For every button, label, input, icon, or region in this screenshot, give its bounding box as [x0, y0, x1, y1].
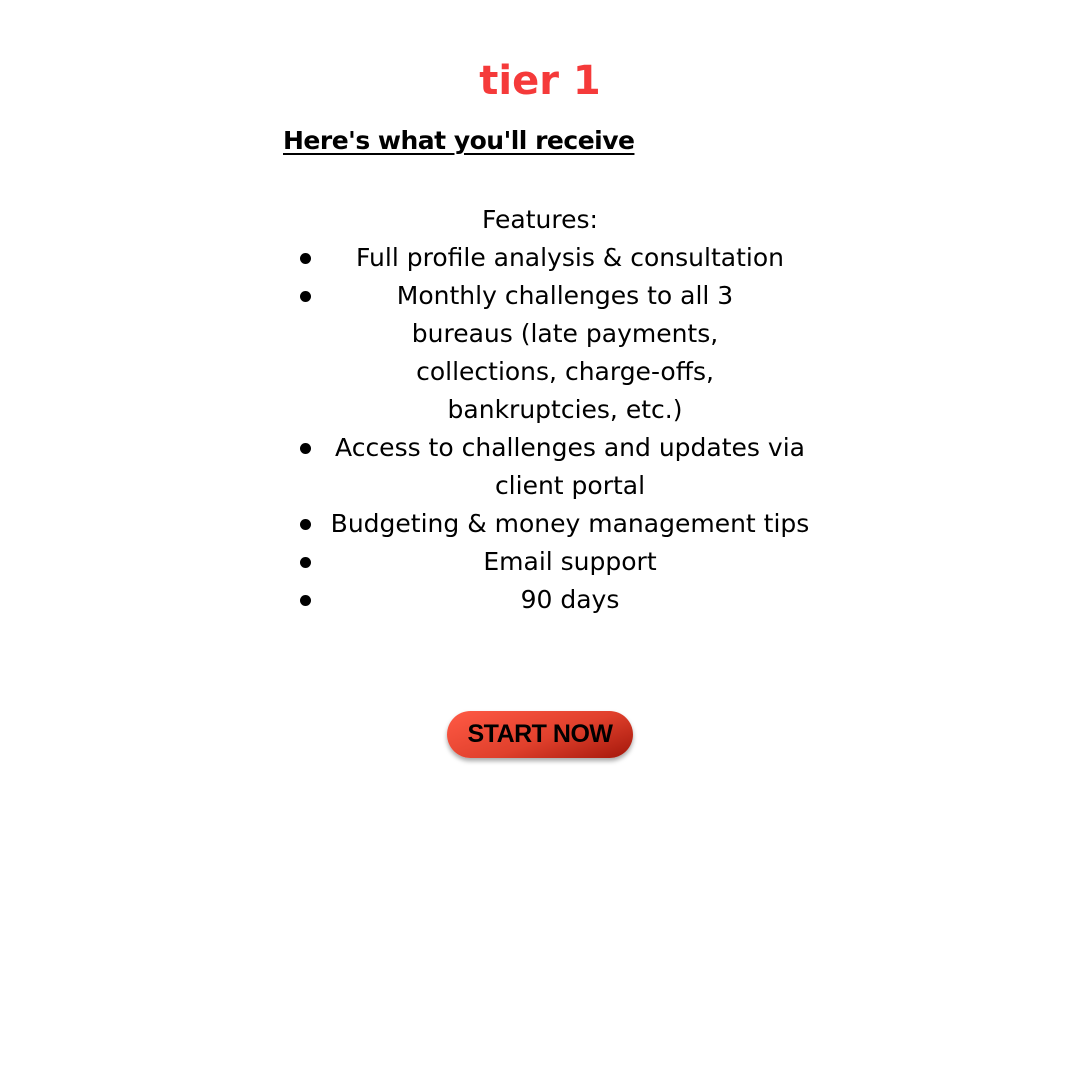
bullet-icon: [300, 595, 311, 606]
list-item: [300, 505, 810, 543]
feature-text: Access to challenges and updates via client portal: [335, 433, 805, 500]
list-item: [300, 277, 810, 429]
section-heading: Here's what you'll receive: [283, 126, 635, 155]
features-list: [300, 239, 810, 619]
feature-text: 90 days: [520, 585, 620, 614]
list-item: [300, 429, 810, 505]
start-now-button[interactable]: START NOW: [447, 711, 633, 758]
bullet-icon: [300, 557, 311, 568]
bullet-icon: [300, 519, 311, 530]
feature-text: Full profile analysis & consultation: [356, 243, 784, 272]
list-item: [300, 581, 810, 619]
feature-text: Monthly challenges to all 3 bureaus (late payments, collections, charge-offs, bankruptcies, etc.): [396, 281, 734, 424]
features-label: Features:: [482, 205, 598, 234]
feature-text: Email support: [483, 547, 657, 576]
list-item: [300, 239, 810, 277]
bullet-icon: [300, 443, 311, 454]
list-item: [300, 543, 810, 581]
bullet-icon: [300, 291, 311, 302]
feature-text: Budgeting & money management tips: [330, 509, 810, 538]
bullet-icon: [300, 253, 311, 264]
tier-title: tier 1: [479, 58, 601, 104]
